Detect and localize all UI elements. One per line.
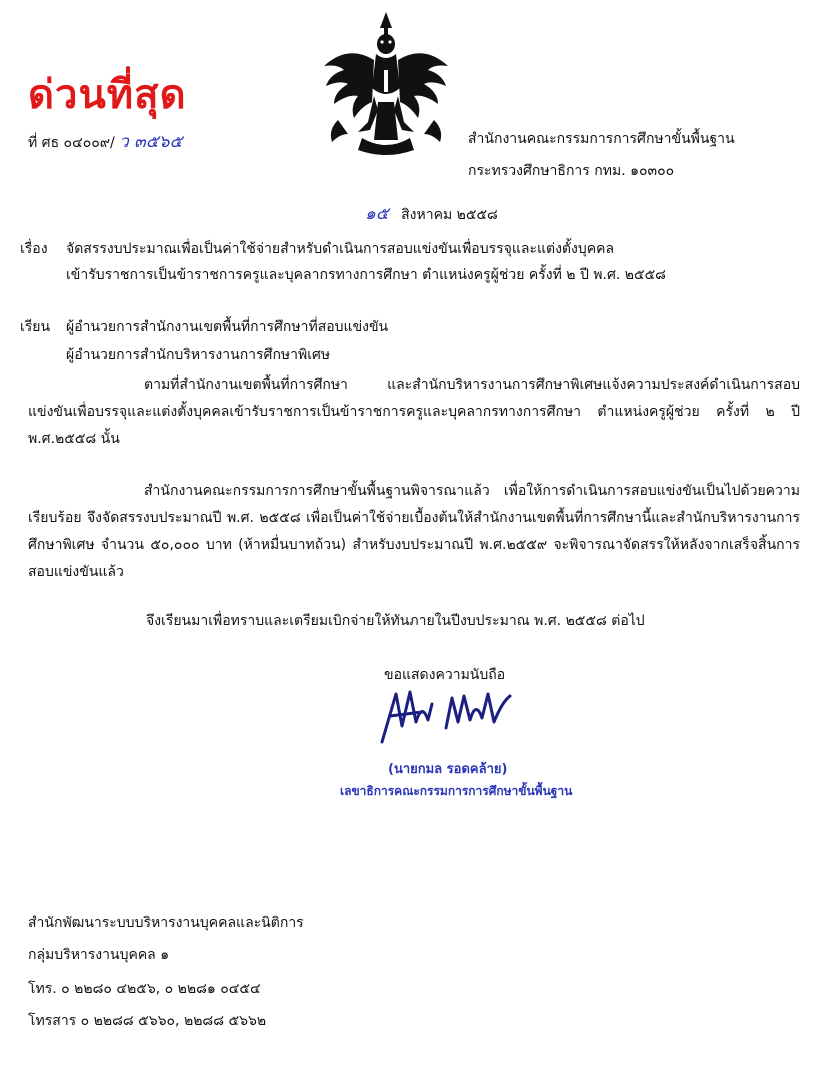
recipient-label: เรียน (20, 319, 51, 335)
document-number-handwritten: ว ๓๕๖๕ (119, 132, 183, 152)
regards-text: ขอแสดงความนับถือ (384, 667, 506, 683)
garuda-emblem-icon (318, 10, 454, 158)
signer-title: เลขาธิการคณะกรรมการการศึกษาขั้นพื้นฐาน (340, 784, 573, 798)
handwritten-signature-icon (376, 682, 526, 746)
document-number (28, 128, 182, 155)
subject-text-2: เข้ารับราชการเป็นข้าราชการครูและบุคลากรทางการศึกษา ตำแหน่งครูผู้ช่วย ครั้งที่ ๒ ปี พ.ศ. ๒๕๕๘ (66, 267, 666, 283)
signer-name: (นายกมล รอดคล้าย) (388, 762, 508, 777)
subject-line-1 (20, 238, 614, 260)
body-paragraph-1: ตามที่สำนักงานเขตพื้นที่การศึกษา และสำนักบริหารงานการศึกษาพิเศษแจ้งความประสงค์ดำเนินการสอบแข่งขันเพื่อบรรจุและแต่งตั้งบุคคลเข้ารับราชการเป็นข้าราชการครูและบุคลากรทางการศึกษา ตำแหน่งครูผู้ช่วย ครั้งที่ ๒ ปี พ.ศ.๒๕๕๘ นั้น (28, 377, 800, 447)
document-date (365, 200, 498, 227)
document-number-prefix: ที่ ศธ ๐๔๐๐๙/ (28, 135, 115, 151)
footer-group: กลุ่มบริหารงานบุคคล ๑ (28, 947, 170, 963)
recipient-line-1 (20, 316, 388, 338)
subject-label: เรื่อง (20, 241, 48, 257)
subject-text-1: จัดสรรงบประมาณเพื่อเป็นค่าใช้จ่ายสำหรับดำเนินการสอบแข่งขันเพื่อบรรจุและแต่งตั้งบุคคล (66, 241, 615, 257)
date-day-handwritten: ๑๕ (365, 204, 389, 224)
footer-fax: โทรสาร ๐ ๒๒๘๘ ๕๖๖๐, ๒๒๘๘ ๕๖๖๒ (28, 1013, 267, 1029)
body-paragraph-2: สำนักงานคณะกรรมการการศึกษาขั้นพื้นฐานพิจารณาแล้ว เพื่อให้การดำเนินการสอบแข่งขันเป็นไปด้วยความเรียบร้อย จึงจัดสรรงบประมาณปี พ.ศ. ๒๕๕๘ เพื่อเป็นค่าใช้จ่ายเบื้องต้นให้สำนักงานเขตพื้นที่การศึกษานี้และสำนักบริหารงานการศึกษาพิเศษ จำนวน ๕๐,๐๐๐ บาท (ห้าหมื่นบาทถ้วน) สำหรับงบประมาณปี พ.ศ.๒๕๕๙ จะพิจารณาจัดสรรให้หลังจากเสร็จสิ้นการสอบแข่งขันแล้ว (28, 483, 800, 580)
footer-phone: โทร. ๐ ๒๒๘๐ ๔๒๕๖, ๐ ๒๒๘๑ ๐๔๕๔ (28, 981, 261, 997)
recipient-text-2: ผู้อำนวยการสำนักบริหารงานการศึกษาพิเศษ (66, 347, 331, 363)
org-address: กระทรวงศึกษาธิการ กทม. ๑๐๓๐๐ (468, 163, 675, 179)
recipient-text-1: ผู้อำนวยการสำนักงานเขตพื้นที่การศึกษาที่สอบแข่งขัน (66, 319, 389, 335)
urgency-heading: ด่วนที่สุด (28, 72, 187, 118)
org-name: สำนักงานคณะกรรมการการศึกษาขั้นพื้นฐาน (468, 131, 735, 147)
footer-office: สำนักพัฒนาระบบบริหารงานบุคคลและนิติการ (28, 915, 304, 931)
date-month-year: สิงหาคม ๒๕๕๘ (401, 207, 498, 223)
closing-sentence: จึงเรียนมาเพื่อทราบและเตรียมเบิกจ่ายให้ทันภายในปีงบประมาณ พ.ศ. ๒๕๕๘ ต่อไป (146, 613, 645, 629)
